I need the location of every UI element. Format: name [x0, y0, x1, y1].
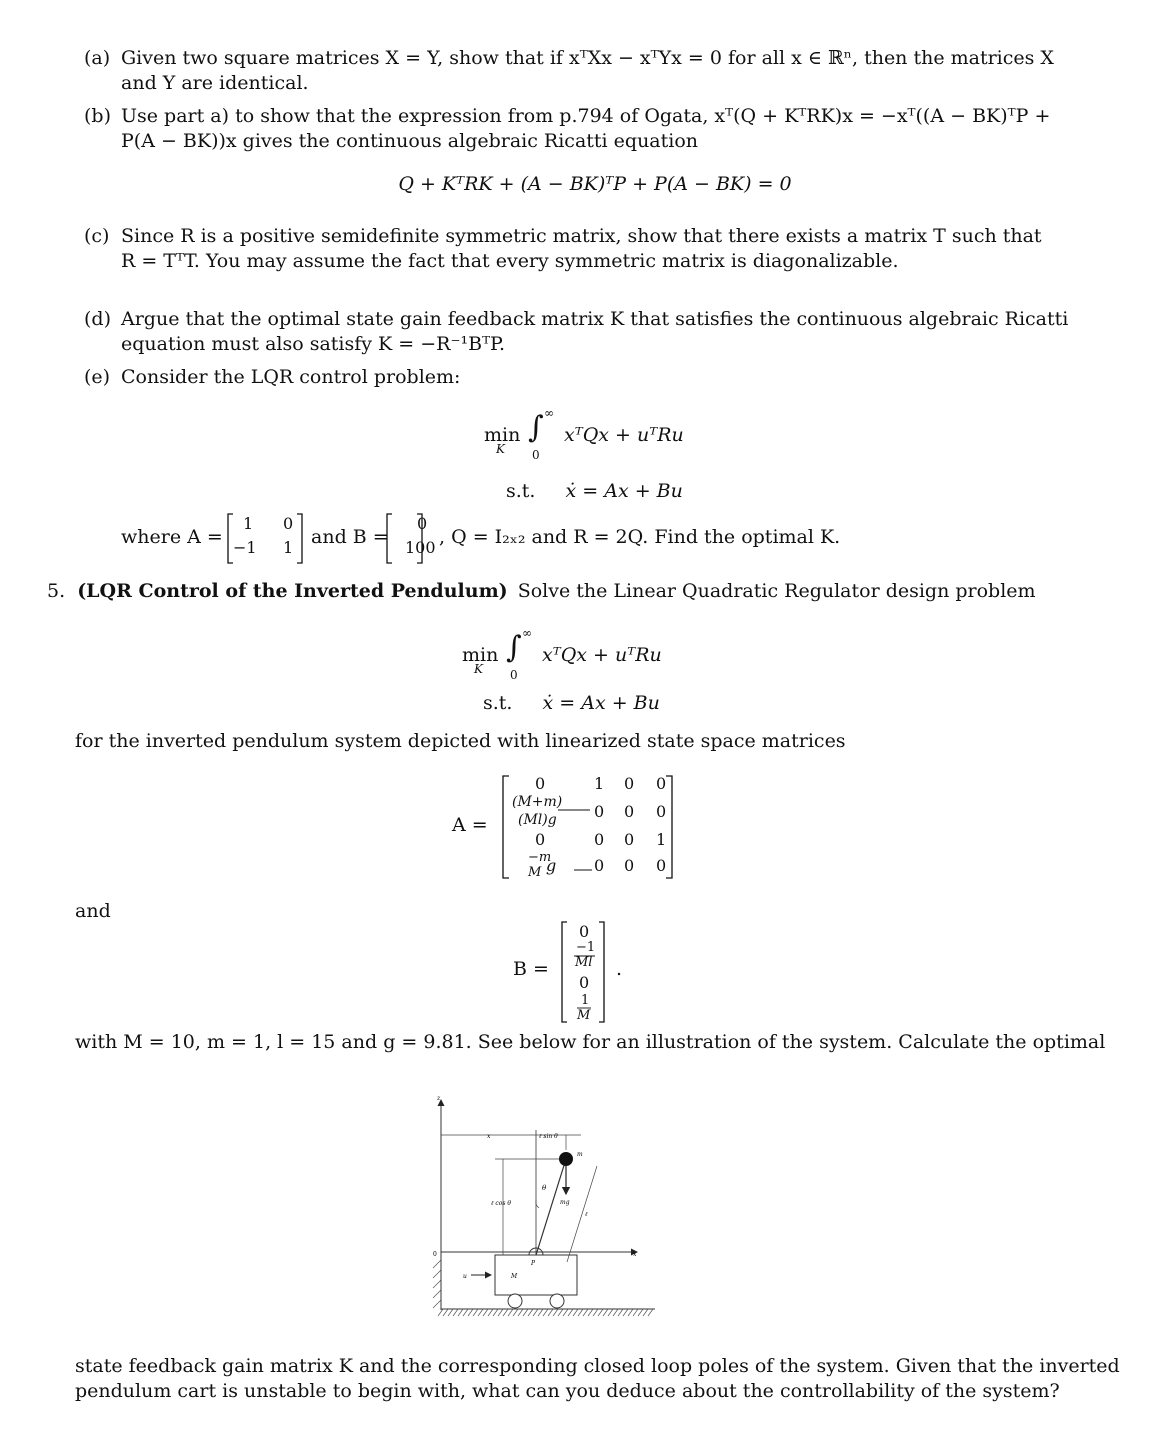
with-line: with M = 10, m = 1, l = 15 and g = 9.81. See below for an illustration of the system. Calculate the optimal: [75, 1031, 1106, 1053]
p5-integral-upper: ∞: [522, 626, 532, 640]
integral-upper: ∞: [544, 406, 554, 420]
p5-st-label: s.t.: [483, 692, 513, 714]
ground-hatch-line: [603, 1309, 608, 1316]
matrix-a: [452, 772, 692, 882]
a-col1-r4-den: M: [528, 865, 542, 880]
b-r2-den: Ml: [575, 955, 593, 970]
part-e-matrices: [121, 510, 921, 566]
matrix-a-label: A =: [452, 814, 488, 836]
a12: 0: [283, 514, 294, 533]
ground-hatch-line: [593, 1309, 598, 1316]
theta-label: θ: [542, 1184, 547, 1192]
closing-line1: state feedback gain matrix K and the corresponding closed loop poles of the system. Given that the inverted: [75, 1355, 1120, 1377]
ground-hatch-line: [443, 1309, 448, 1316]
pendulum-rod: [536, 1159, 566, 1255]
l-label: ℓ: [585, 1211, 588, 1218]
ground-hatch-line: [453, 1309, 458, 1316]
b2: 100: [405, 538, 436, 557]
part-c-line2: R = TᵀT. You may assume the fact that every symmetric matrix is diagonalizable.: [121, 250, 899, 272]
ground-hatch-line: [563, 1309, 568, 1316]
part-e-tail: , Q = I₂ₓ₂ and R = 2Q. Find the optimal K.: [439, 526, 841, 548]
problem5-title: (LQR Control of the Inverted Pendulum): [77, 580, 508, 602]
force-label: u: [463, 1273, 467, 1280]
a-r3c4: 1: [656, 830, 667, 849]
a-r1c3: 0: [624, 774, 635, 793]
p5-min-label: min: [462, 644, 499, 666]
part-e-constraint: [506, 480, 683, 502]
b-period: .: [616, 958, 623, 980]
part-b: [84, 104, 1084, 154]
part-c-label: (c): [84, 225, 110, 247]
a21: −1: [233, 538, 257, 557]
cart-wheel-left: [508, 1294, 522, 1308]
ground-hatch-line: [643, 1309, 648, 1316]
ground-hatch-line: [553, 1309, 558, 1316]
pendulum-mass: [559, 1152, 573, 1166]
a-r2c4: 0: [656, 802, 667, 821]
gravity-label: mg: [560, 1199, 570, 1206]
constraint: ẋ = Ax + Bu: [565, 480, 683, 502]
a-col1-r1: 0: [535, 774, 546, 793]
ground-hatch-line: [518, 1309, 523, 1316]
part-e: [84, 365, 1084, 390]
a-r3c2: 0: [594, 830, 605, 849]
ground-hatch-line: [478, 1309, 483, 1316]
ground-hatch-line: [608, 1309, 613, 1316]
ground-hatch-line: [493, 1309, 498, 1316]
part-c-line1: Since R is a positive semidefinite symmetric matrix, show that there exists a matrix T such that: [121, 225, 1042, 247]
integrand: xᵀQx + uᵀRu: [564, 424, 684, 446]
ground-hatch-line: [568, 1309, 573, 1316]
p5-constraint: ẋ = Ax + Bu: [542, 692, 660, 714]
inverted-pendulum-figure: [425, 1090, 665, 1320]
part-a: [84, 46, 1084, 96]
mass-label: m: [577, 1151, 583, 1158]
ground-hatch-line: [583, 1309, 588, 1316]
problem5-heading: [47, 579, 1107, 604]
origin-label: 0: [433, 1251, 437, 1258]
ground-hatch-line: [528, 1309, 533, 1316]
ground-hatch-line: [578, 1309, 583, 1316]
z-axis-label: z: [437, 1095, 441, 1102]
part-d-line2: equation must also satisfy K = −R⁻¹BᵀP.: [121, 333, 506, 355]
ground-hatch-line: [473, 1309, 478, 1316]
integral-sign: ∫: [528, 410, 544, 445]
p5-integral-sign: ∫: [506, 630, 522, 665]
problem5-objective: [460, 624, 720, 690]
x-axis-label: x: [633, 1251, 637, 1258]
ground-hatch-line: [623, 1309, 628, 1316]
cart: [495, 1255, 577, 1295]
part-c: [84, 224, 1084, 274]
part-d-label: (d): [84, 308, 111, 330]
matrix-b-label: B =: [513, 958, 549, 980]
part-b-line2: P(A − BK))x gives the continuous algebraic Ricatti equation: [121, 130, 699, 152]
ground-hatch-line: [613, 1309, 618, 1316]
a-r2c3: 0: [624, 802, 635, 821]
lcos-label: ℓ cos θ: [491, 1200, 511, 1207]
pivot-label: P: [531, 1260, 536, 1267]
ground-hatch-line: [573, 1309, 578, 1316]
part-d: [84, 307, 1084, 357]
ground-hatch-line: [628, 1309, 633, 1316]
and-label: and: [75, 900, 111, 922]
a-r2c2: 0: [594, 802, 605, 821]
ground-hatch-line: [448, 1309, 453, 1316]
b-r1: 0: [579, 922, 590, 941]
b-r3: 0: [579, 973, 590, 992]
problem5-constraint: [483, 692, 660, 714]
a-r1c2: 1: [594, 774, 605, 793]
a-r3c3: 0: [624, 830, 635, 849]
ground-hatch-line: [488, 1309, 493, 1316]
b-r2-num: −1: [576, 940, 596, 955]
ground-hatch-line: [508, 1309, 513, 1316]
ground-hatch-line: [458, 1309, 463, 1316]
a-col1-r2-num: (M+m): [512, 794, 563, 810]
problem5-number: 5.: [47, 580, 66, 602]
problem5-intro: Solve the Linear Quadratic Regulator design problem: [517, 580, 1036, 602]
matrix-b: [513, 920, 643, 1024]
ground-hatch-line: [513, 1309, 518, 1316]
ground-hatch: [438, 1309, 653, 1316]
problem5-sentence: for the inverted pendulum system depicted with linearized state space matrices: [75, 730, 846, 752]
a-col1-r2-den: (Ml)g: [518, 812, 557, 828]
b-r4-den: M: [577, 1008, 591, 1023]
ground-hatch-line: [503, 1309, 508, 1316]
part-d-line1: Argue that the optimal state gain feedback matrix K that satisfies the continuous algebraic Ricatti: [121, 308, 1069, 330]
a-r1c4: 0: [656, 774, 667, 793]
p5-min-subscript: K: [474, 662, 483, 676]
ground-hatch-line: [548, 1309, 553, 1316]
a-col1-r4-num: −m: [528, 850, 552, 865]
p5-integrand: xᵀQx + uᵀRu: [542, 644, 662, 666]
and-b-label: and B =: [311, 526, 389, 548]
ground-hatch-line: [633, 1309, 638, 1316]
a-r4c4: 0: [656, 856, 667, 875]
ground-hatch-line: [483, 1309, 488, 1316]
part-b-line1: Use part a) to show that the expression from p.794 of Ogata, xᵀ(Q + KᵀRK)x = −xᵀ((A − BK)ᵀP +: [121, 105, 1051, 127]
ground-hatch-line: [638, 1309, 643, 1316]
ground-hatch-line: [498, 1309, 503, 1316]
closing-line2: pendulum cart is unstable to begin with, what can you deduce about the controllability of the system?: [75, 1380, 1060, 1402]
ground-hatch-line: [523, 1309, 528, 1316]
a11: 1: [243, 514, 254, 533]
part-a-label: (a): [84, 47, 111, 69]
part-b-label: (b): [84, 105, 111, 127]
wall-hatch: [433, 1260, 441, 1308]
ground-hatch-line: [588, 1309, 593, 1316]
min-subscript: K: [496, 442, 505, 456]
a-col1-r3: 0: [535, 830, 546, 849]
integral-lower: 0: [532, 448, 540, 462]
part-e-line1: Consider the LQR control problem:: [121, 366, 461, 388]
part-e-label: (e): [84, 366, 111, 388]
ground-hatch-line: [648, 1309, 653, 1316]
p5-integral-lower: 0: [510, 668, 518, 682]
ground-hatch-line: [598, 1309, 603, 1316]
cart-mass-label: M: [511, 1273, 518, 1280]
ground-hatch-line: [543, 1309, 548, 1316]
riccati-equation: Q + KᵀRK + (A − BK)ᵀP + P(A − BK) = 0: [398, 173, 792, 195]
ground-hatch-line: [463, 1309, 468, 1316]
a22: 1: [283, 538, 294, 557]
ground-hatch-line: [438, 1309, 443, 1316]
cart-wheel-right: [550, 1294, 564, 1308]
b-r4-num: 1: [581, 993, 590, 1008]
ground-hatch-line: [533, 1309, 538, 1316]
a-col1-r4-g: g: [546, 856, 557, 875]
part-a-line1: Given two square matrices X = Y, show that if xᵀXx − xᵀYx = 0 for all x ∈ ℝⁿ, then the matrices X: [121, 47, 1054, 69]
a-r4c2: 0: [594, 856, 605, 875]
ground-hatch-line: [558, 1309, 563, 1316]
x-dim-label: x: [487, 1133, 491, 1140]
a-r4c3: 0: [624, 856, 635, 875]
where-label: where A =: [121, 526, 223, 548]
st-label: s.t.: [506, 480, 536, 502]
part-a-line2: and Y are identical.: [121, 72, 309, 94]
b1: 0: [417, 514, 428, 533]
ground-hatch-line: [538, 1309, 543, 1316]
ground-hatch-line: [468, 1309, 473, 1316]
min-label: min: [484, 424, 521, 446]
lsin-label: ℓ sin θ: [539, 1133, 558, 1140]
ground-hatch-line: [618, 1309, 623, 1316]
part-e-objective: [482, 404, 742, 474]
